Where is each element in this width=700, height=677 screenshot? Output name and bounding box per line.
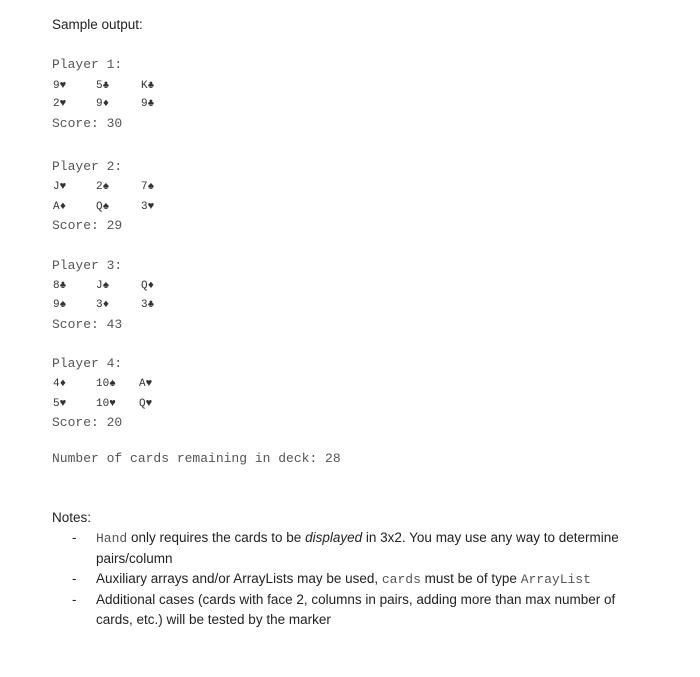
- inline-code-arraylist: ArrayList: [520, 572, 591, 587]
- note-text: Additional cases (cards with face 2, columns in pairs, adding more than max number of cards, etc.) will be tested by the marker: [96, 592, 616, 627]
- note-item-2: [72, 569, 652, 590]
- card: 5♣: [96, 80, 110, 92]
- card: 9♣: [141, 98, 155, 110]
- note-item-1: [72, 528, 652, 569]
- card: K♣: [141, 80, 155, 92]
- card: 10♥: [96, 398, 116, 410]
- note-emphasis: displayed: [305, 530, 363, 545]
- card: 4♦: [53, 378, 67, 390]
- card: 3♦: [96, 299, 110, 311]
- card: 2♠: [96, 181, 110, 193]
- card: Q♦: [141, 280, 155, 292]
- card: J♠: [96, 280, 110, 292]
- card: J♥: [53, 181, 67, 193]
- card: 9♠: [53, 299, 67, 311]
- list-dash: -: [72, 530, 77, 545]
- player-score: Score: 20: [52, 415, 123, 430]
- heading: Sample output:: [52, 17, 143, 32]
- note-text: only requires the cards to be: [127, 530, 306, 545]
- player-title: Player 1:: [52, 57, 123, 72]
- card: 5♥: [53, 398, 67, 410]
- note-text: must be of type: [420, 571, 521, 586]
- card: A♦: [53, 201, 67, 213]
- card: 9♥: [53, 80, 67, 92]
- card: 7♠: [141, 181, 155, 193]
- card: 10♠: [96, 378, 116, 390]
- player-title: Player 2:: [52, 159, 123, 174]
- player-score: Score: 30: [52, 116, 123, 131]
- card: 2♥: [53, 98, 67, 110]
- player-score: Score: 29: [52, 218, 123, 233]
- player-title: Player 3:: [52, 258, 123, 273]
- card: 8♣: [53, 280, 67, 292]
- remaining-cards-text: Number of cards remaining in deck: 28: [52, 451, 341, 466]
- inline-code-hand: Hand: [96, 531, 128, 546]
- note-item-3: [72, 590, 652, 630]
- card: Q♠: [96, 201, 110, 213]
- list-dash: -: [72, 571, 77, 586]
- note-text: in 3x2. You may use any way to determine pairs/column: [96, 530, 619, 566]
- player-score: Score: 43: [52, 317, 123, 332]
- notes-list: [72, 528, 652, 630]
- card: Q♥: [139, 398, 153, 410]
- card: 3♥: [141, 201, 155, 213]
- note-text: Auxiliary arrays and/or ArrayLists may be used,: [96, 571, 382, 586]
- player-title: Player 4:: [52, 356, 123, 371]
- notes-title: Notes:: [52, 510, 92, 525]
- inline-code-cards: cards: [381, 572, 421, 587]
- card: 9♦: [96, 98, 110, 110]
- list-dash: -: [72, 592, 77, 607]
- card: A♥: [139, 378, 153, 390]
- card: 3♣: [141, 299, 155, 311]
